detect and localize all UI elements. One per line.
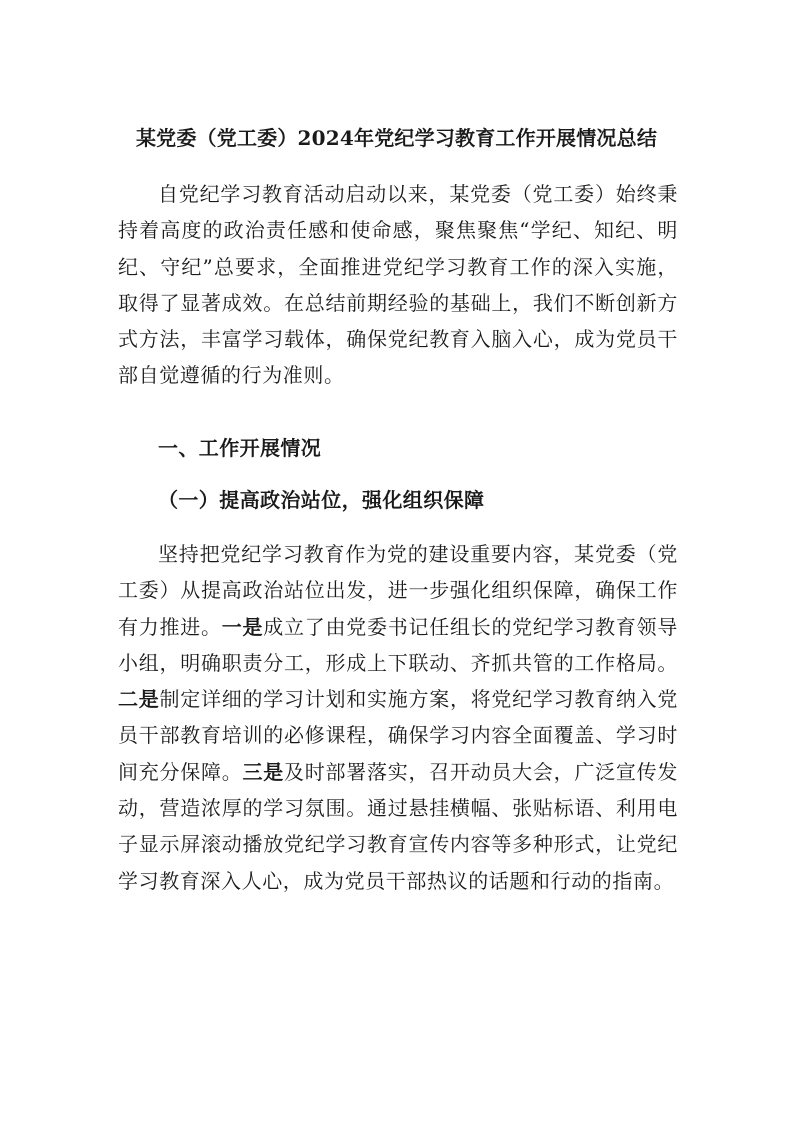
intro-paragraph-text: 自党纪学习教育活动启动以来，某党委（党工委）始终秉持着高度的政治责任感和使命感，聚焦聚焦“学纪、知纪、明纪、守纪”总要求，全面推进党纪学习教育工作的深入实施，取得了显著成效。在总结前期经验的基础上，我们不断创新方式方法，丰富学习载体，确保党纪教育入脑入心，成为党员干部自觉遵循的行为准则。 [118,182,678,388]
body-lead-text: 坚持把党纪学习教育作为党的建设重要内容，某党委（党工委）从提高政治站位出发，进一步强化组织保障，确保工作有力推进。 [118,542,678,639]
section-heading: 一、工作开展情况 [158,436,322,460]
subsection-heading: （一）提高政治站位，强化组织保障 [158,488,485,512]
point-1-text: 成立了由党委书记任组长的党纪学习教育领导小组，明确职责分工，形成上下联动、齐抓共管的工作格局。 [118,614,679,675]
point-2-label: 二是 [118,687,160,712]
point-3-text: 及时部署落实，召开动员大会，广泛宣传发动，营造浓厚的学习氛围。通过悬挂横幅、张贴标语、利用电子显示屏滚动播放党纪学习教育宣传内容等多种形式，让党纪学习教育深入人心，成为党员干部热议的话题和行动的指南。 [118,759,679,893]
intro-paragraph [118,176,678,394]
point-1-label: 一是 [221,614,264,639]
point-3-label: 三是 [242,759,284,784]
document-title: 某党委（党工委）2024年党纪学习教育工作开展情况总结 [135,126,658,150]
point-2-text: 制定详细的学习计划和实施方案，将党纪学习教育纳入党员干部教育培训的必修课程，确保学习内容全面覆盖、学习时间充分保障。 [118,687,679,784]
body-paragraph [118,536,678,899]
